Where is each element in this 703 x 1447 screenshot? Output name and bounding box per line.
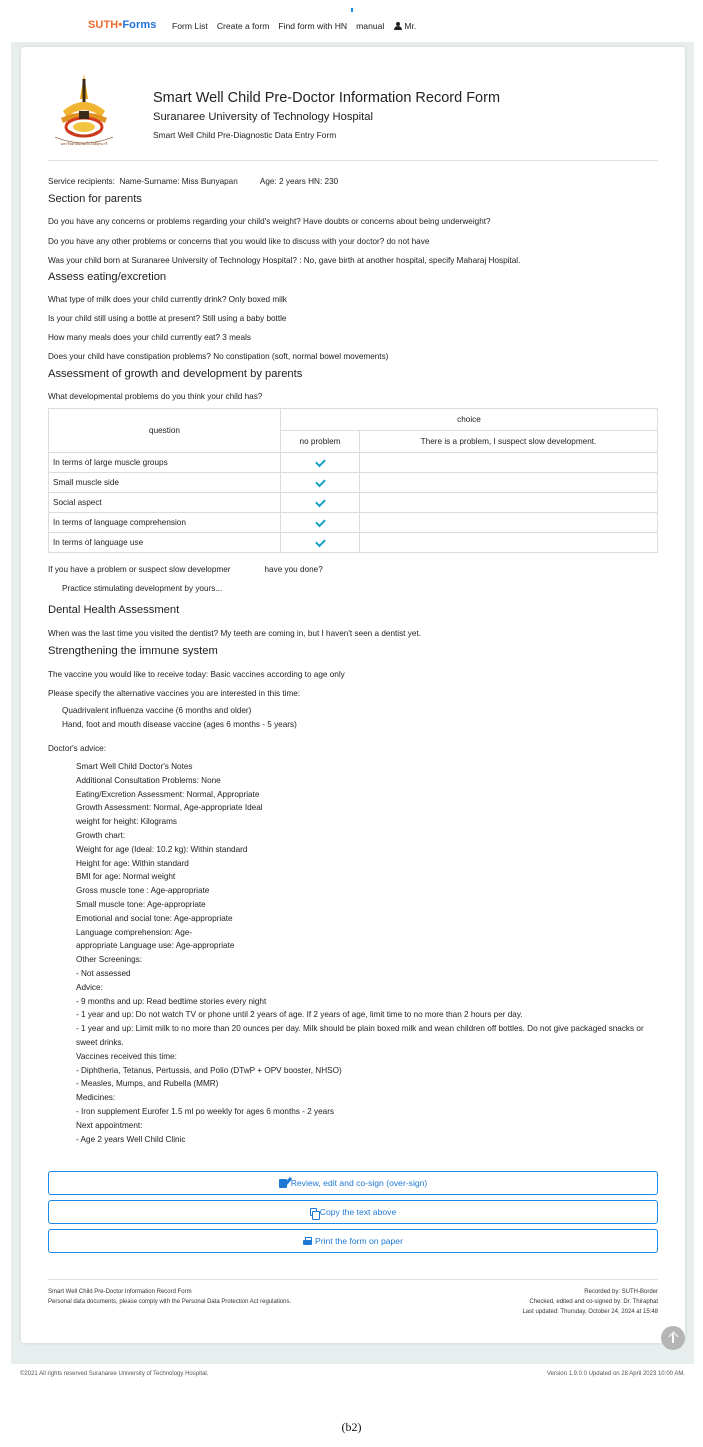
- advice-line: Emotional and social tone: Age-appropriate: [76, 913, 233, 923]
- patient-info: [48, 177, 338, 186]
- advice-line: Other Screenings:: [76, 955, 142, 965]
- nav-create-form[interactable]: Create a form: [216, 21, 270, 31]
- nav-form-list[interactable]: Form List: [172, 21, 208, 31]
- parents-q-birthplace: Was your child born at Suranaree University of Technology Hospital? : No, gave birth at another hospital, specify Maharaj Hospital.: [48, 256, 521, 265]
- check-icon: [315, 497, 326, 508]
- patient-label: Service recipients:: [48, 177, 115, 186]
- advice-line: - Age 2 years Well Child Clinic: [76, 1134, 186, 1144]
- hospital-name: Suranaree University of Technology Hospital: [153, 111, 373, 123]
- growth-question: What developmental problems do you think your child has?: [48, 392, 263, 401]
- top-navbar: [0, 0, 703, 44]
- table-row: [49, 513, 658, 533]
- table-row: [49, 533, 658, 553]
- alt-vaccine-item: Hand, foot and mouth disease vaccine (ages 6 months - 5 years): [62, 720, 297, 729]
- doctor-advice-label: Doctor's advice:: [48, 744, 106, 753]
- footer-cosigned-by: Checked, edited and co-signed by: Dr. Thiraphat: [529, 1299, 658, 1305]
- version-text: Version 1.9.0.0 Updated on 28 April 2023 10:00 AM.: [546, 1371, 685, 1377]
- growth-followup-question: [48, 565, 323, 574]
- footer-left: [48, 1287, 291, 1307]
- table-row: [49, 493, 658, 513]
- growth-followup-answer: Practice stimulating development by yours...: [62, 584, 223, 593]
- section-growth-heading: Assessment of growth and development by parents: [48, 368, 303, 380]
- advice-line: Next appointment:: [76, 1120, 143, 1130]
- dental-question: When was the last time you visited the dentist? My teeth are coming in, but I haven't seen a dentist yet.: [48, 629, 421, 638]
- brand-logo[interactable]: [88, 19, 156, 31]
- parents-q-other: Do you have any other problems or concerns that you would like to discuss with your doctor? do not have: [48, 237, 430, 246]
- user-icon: [393, 22, 402, 31]
- section-immune-heading: Strengthening the immune system: [48, 645, 218, 657]
- advice-line: appropriate Language use: Age-appropriate: [76, 941, 235, 951]
- print-form-button[interactable]: [48, 1229, 658, 1253]
- scroll-to-top-button[interactable]: [661, 1326, 685, 1350]
- form-title: Smart Well Child Pre-Doctor Information Record Form: [153, 90, 501, 106]
- advice-line: Growth chart:: [76, 830, 126, 840]
- advice-line: Additional Consultation Problems: None: [76, 775, 221, 785]
- check-icon: [315, 537, 326, 548]
- alt-vaccines-label: Please specify the alternative vaccines you are interested in this time:: [48, 689, 301, 698]
- copy-button-label: Copy the text above: [319, 1207, 397, 1217]
- print-icon: [303, 1237, 312, 1245]
- footer-last-updated: Last updated: Thursday, October 24, 2024 at 15:48: [522, 1309, 658, 1315]
- brand-separator: •: [118, 19, 123, 31]
- advice-line: Height for age: Within standard: [76, 858, 189, 868]
- nav-user-menu[interactable]: [393, 21, 416, 31]
- doctor-advice-text: [76, 760, 662, 1146]
- followup-q-part1: If you have a problem or suspect slow developmer: [48, 565, 231, 574]
- patient-age-hn: Age: 2 years HN: 230: [259, 177, 339, 186]
- advice-line: BMI for age: Normal weight: [76, 872, 176, 882]
- col-choice-header: choice: [281, 409, 658, 431]
- patient-name: Name-Surname: Miss Bunyapan: [119, 177, 238, 186]
- brand-text-forms: Forms: [122, 19, 157, 31]
- loading-indicator: [351, 8, 353, 12]
- review-button-label: Review, edit and co-sign (over-sign): [290, 1178, 428, 1188]
- nav-manual[interactable]: manual: [356, 21, 385, 31]
- brand-text-suth: SUTH: [88, 19, 119, 31]
- advice-line: Language comprehension: Age-: [76, 927, 193, 937]
- advice-line: Vaccines received this time:: [76, 1051, 177, 1061]
- header-divider: [48, 160, 658, 161]
- review-cosign-button[interactable]: [48, 1171, 658, 1195]
- hospital-seal-logo: [49, 71, 119, 149]
- advice-line: Smart Well Child Doctor's Notes: [76, 762, 193, 771]
- advice-line: - Measles, Mumps, and Rubella (MMR): [76, 1079, 219, 1089]
- advice-line: Small muscle tone: Age-appropriate: [76, 899, 206, 909]
- advice-line: - 1 year and up: Limit milk to no more than 20 ounces per day. Milk should be plain boxed milk and wean children off bottles. Do not give packaged snacks or sweet drinks.: [76, 1024, 644, 1047]
- eating-q-constipation: Does your child have constipation problems? No constipation (soft, normal bowel movements): [48, 352, 389, 361]
- check-icon: [315, 477, 326, 488]
- followup-q-part2: have you done?: [264, 565, 323, 574]
- figure-caption: (b2): [341, 1420, 362, 1434]
- check-icon: [315, 457, 326, 468]
- development-table: [48, 408, 658, 553]
- row-label: In terms of language use: [49, 533, 281, 553]
- footer-pdpa-note: Personal data documents, please comply with the Personal Data Protection Act regulations.: [48, 1299, 292, 1305]
- col-problem-header: There is a problem, I suspect slow development.: [360, 431, 658, 453]
- nav-user-name: Mr.: [404, 21, 417, 31]
- advice-line: - Iron supplement Eurofer 1.5 ml po weekly for ages 6 months - 2 years: [76, 1106, 335, 1116]
- row-label: In terms of language comprehension: [49, 513, 281, 533]
- copyright-text: ©2021 All rights reserved Suranaree University of Technology Hospital.: [20, 1371, 209, 1377]
- section-eating-heading: Assess eating/excretion: [48, 271, 167, 283]
- col-question-header: question: [49, 409, 281, 453]
- row-label: In terms of large muscle groups: [49, 453, 281, 473]
- edit-icon: [279, 1179, 287, 1188]
- eating-q-bottle: Is your child still using a bottle at present? Still using a baby bottle: [48, 314, 287, 323]
- table-row: [49, 473, 658, 493]
- footer-right: [522, 1287, 658, 1317]
- row-label: Social aspect: [49, 493, 281, 513]
- advice-line: Eating/Excretion Assessment: Normal, Appropriate: [76, 789, 260, 799]
- row-label: Small muscle side: [49, 473, 281, 493]
- check-icon: [315, 517, 326, 528]
- eating-q-milk: What type of milk does your child currently drink? Only boxed milk: [48, 295, 287, 304]
- advice-line: Weight for age (Ideal: 10.2 kg): Within standard: [76, 844, 248, 854]
- table-row: [49, 453, 658, 473]
- print-button-label: Print the form on paper: [315, 1236, 403, 1246]
- footer-form-name: Smart Well Child Pre-Doctor Information Record Form: [48, 1289, 192, 1295]
- vaccine-today: The vaccine you would like to receive today: Basic vaccines according to age only: [48, 670, 345, 679]
- copy-icon: [310, 1208, 317, 1216]
- nav-find-form-hn[interactable]: Find form with HN: [278, 21, 348, 31]
- advice-line: weight for height: Kilograms: [76, 817, 178, 827]
- advice-line: - 1 year and up: Do not watch TV or phone until 2 years of age. If 2 years of age, limit time to no more than 2 hours per day.: [76, 1010, 523, 1020]
- advice-line: - 9 months and up: Read bedtime stories every night: [76, 996, 267, 1006]
- footer-recorded-by: Recorded by: SUTH-Border: [584, 1289, 658, 1295]
- eating-q-meals: How many meals does your child currently eat? 3 meals: [48, 333, 251, 342]
- alt-vaccine-item: Quadrivalent influenza vaccine (6 months and older): [62, 706, 252, 715]
- col-no-problem-header: no problem: [281, 431, 360, 453]
- advice-line: Gross muscle tone : Age-appropriate: [76, 886, 210, 896]
- form-subtitle: Smart Well Child Pre-Diagnostic Data Entry Form: [153, 130, 337, 140]
- advice-line: Growth Assessment: Normal, Age-appropriate Ideal: [76, 803, 263, 813]
- advice-line: Medicines:: [76, 1093, 116, 1103]
- logo-caption: มหาวิทยาลัยเทคโนโลยีสุรนารี: [60, 142, 108, 146]
- copy-text-button[interactable]: [48, 1200, 658, 1224]
- advice-line: - Not assessed: [76, 968, 131, 978]
- section-dental-heading: Dental Health Assessment: [48, 604, 180, 616]
- advice-line: - Diphtheria, Tetanus, Pertussis, and Polio (DTwP + OPV booster, NHSO): [76, 1065, 342, 1075]
- section-parents-heading: Section for parents: [48, 193, 142, 205]
- parents-q-weight: Do you have any concerns or problems regarding your child's weight? Have doubts or concerns about being underweight?: [48, 217, 491, 226]
- footer-divider: [48, 1279, 658, 1280]
- nav-links: [172, 21, 416, 31]
- advice-line: Advice:: [76, 982, 103, 992]
